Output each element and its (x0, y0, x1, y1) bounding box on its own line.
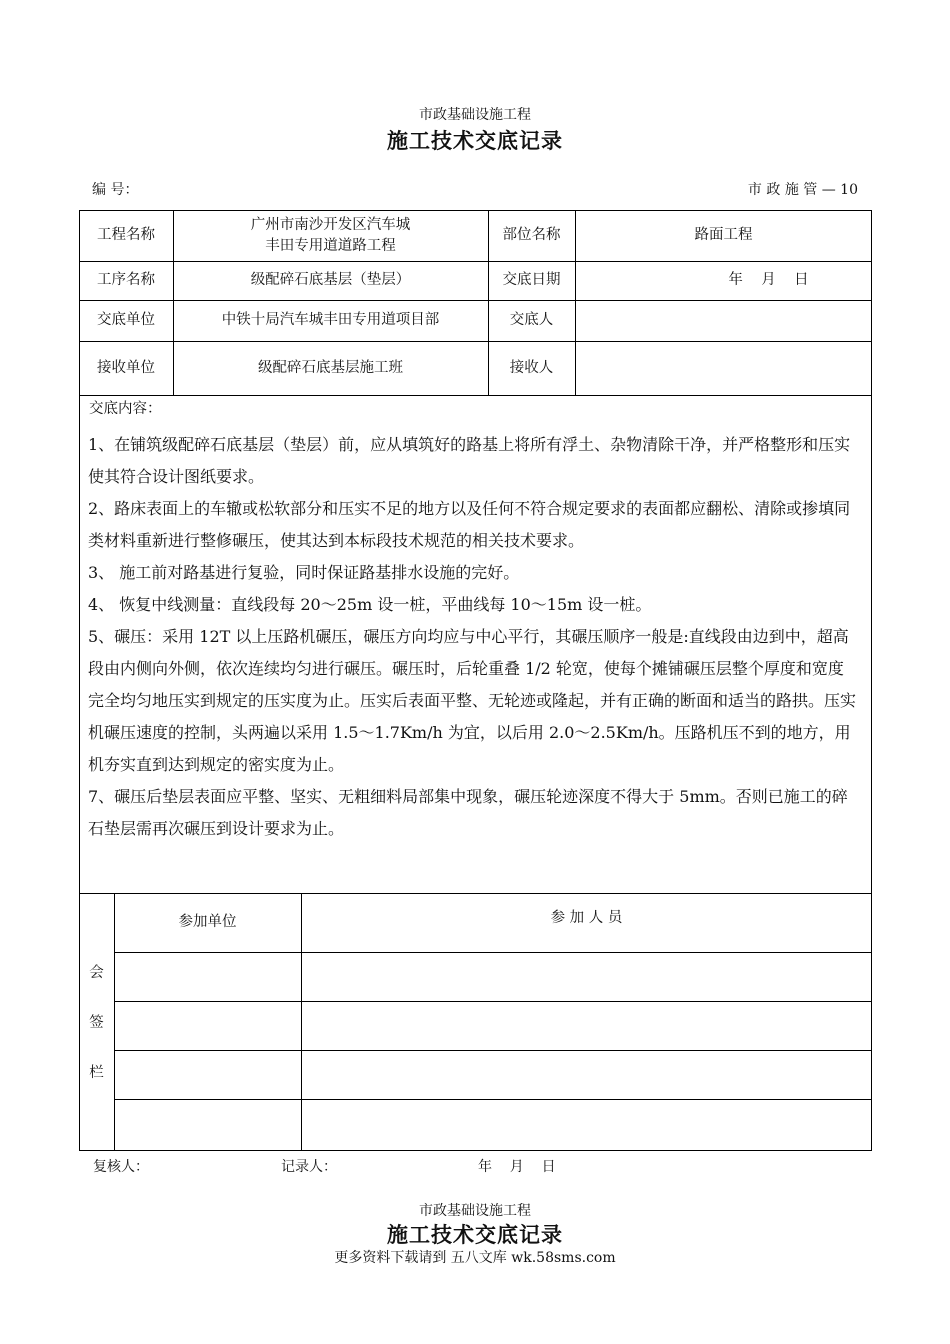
download-note: 更多资料下载请到 五八文库 wk.58sms.com (334, 1250, 616, 1266)
issuer-unit-label: 交底单位 (97, 312, 155, 328)
content-paragraph: 5、碾压：采用 12T 以上压路机碾压，碾压方向均应与中心平行，其碾压顺序一般是:直线段由边到中，超高段由内侧向外侧，依次连续均匀进行碾压。碾压时，后轮重叠 1/2 轮宽，使每个摊铺碾压层整个厚度和宽度完全均匀地压实到规定的压实度为止。压实后表面平整、无轮迹或隆起，并有正确的断面和适当的路拱。压实机碾压速度的控制，头两遍以采用 1.5～1.7Km/h 为宜，以后用 2.0～2.5Km/h。压路机压不到的地方，用机夯实直到达到规定的密实度为止。 (88, 627, 857, 774)
content-paragraph: 7、碾压后垫层表面应平整、坚实、无粗细料局部集中现象，碾压轮迹深度不得大于 5mm。否则已施工的碎石垫层需再次碾压到设计要求为止。 (88, 787, 848, 838)
part-name-label: 部位名称 (502, 227, 561, 243)
project-name-line2: 丰田专用道道路工程 (265, 237, 396, 254)
content-label: 交底内容： (89, 401, 162, 417)
date-value: 年 月 日 (728, 272, 809, 288)
project-name-line1: 广州市南沙开发区汽车城 (250, 216, 411, 233)
receiver-label: 接收人 (509, 359, 554, 376)
content-paragraph: 2、路床表面上的车辙或松软部分和压实不足的地方以及任何不符合规定要求的表面都应翻松、清除或掺填同类材料重新进行整修碾压，使其达到本标段技术规范的相关技术要求。 (88, 499, 851, 550)
footer-date: 年 月 日 (478, 1159, 556, 1175)
process-label: 工序名称 (97, 272, 155, 288)
repeat-title: 施工技术交底记录 (387, 1222, 563, 1247)
receiver-value (575, 341, 872, 395)
unit-header: 参加单位 (178, 914, 237, 930)
signoff-side-label-3: 栏 (89, 1064, 104, 1081)
content-paragraph: 4、 恢复中线测量：直线段每 20～25m 设一桩，平曲线每 10～15m 设一桩。 (88, 595, 652, 614)
date-label: 交底日期 (502, 272, 561, 288)
document-subtitle: 市政基础设施工程 (419, 107, 531, 123)
receiver-unit-label: 接收单位 (97, 359, 155, 376)
repeat-subtitle: 市政基础设施工程 (419, 1203, 531, 1219)
content-paragraph: 3、 施工前对路基进行复验，同时保证路基排水设施的完好。 (88, 563, 520, 582)
content-paragraph: 1、在铺筑级配碎石底基层（垫层）前，应从填筑好的路基上将所有浮土、杂物清除干净，并严格整形和压实使其符合设计图纸要求。 (88, 435, 851, 486)
recorder-label: 记录人： (281, 1159, 337, 1175)
process-value: 级配碎石底基层（垫层） (250, 272, 411, 288)
number-label: 编 号： (92, 182, 139, 198)
signoff-side-label-1: 会 (89, 964, 104, 981)
reviewer-label: 复核人： (93, 1159, 149, 1175)
document-title: 施工技术交底记录 (387, 128, 563, 153)
receiver-unit-value: 级配碎石底基层施工班 (258, 359, 403, 376)
project-name-label: 工程名称 (97, 227, 155, 243)
project-name-value (173, 210, 488, 261)
form-code: 市 政 施 管 — 10 (747, 182, 858, 198)
issuer-value (575, 300, 872, 341)
part-name-value: 路面工程 (694, 227, 753, 243)
issuer-label: 交底人 (509, 312, 554, 328)
signoff-side-label-2: 签 (89, 1014, 104, 1031)
issuer-unit-value: 中铁十局汽车城丰田专用道项目部 (221, 312, 440, 328)
people-header: 参 加 人 员 (550, 909, 623, 926)
content-body (88, 429, 858, 845)
